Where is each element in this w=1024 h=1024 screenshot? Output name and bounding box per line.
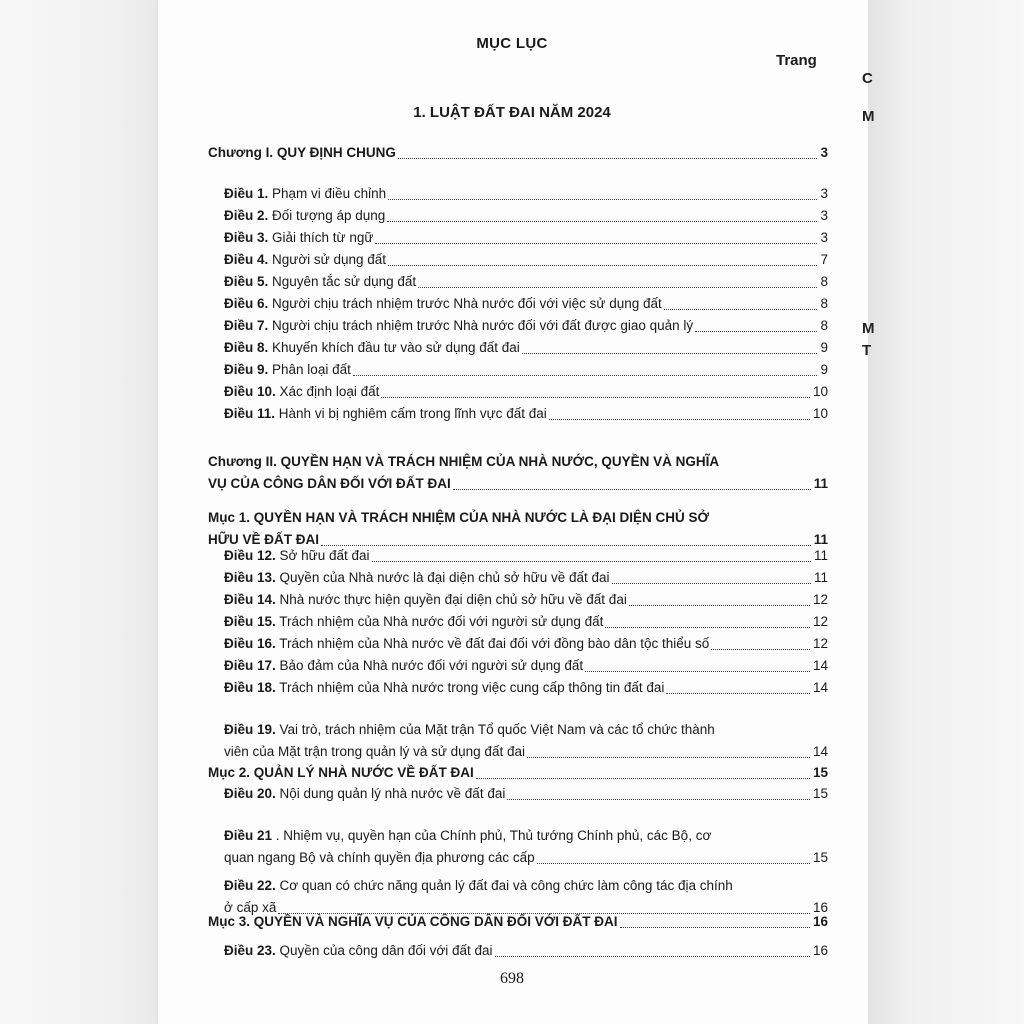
toc-entry-text (224, 742, 525, 762)
toc-entry-text (208, 763, 474, 783)
toc-entry-text (208, 143, 396, 163)
toc-page-number: 16 (812, 914, 828, 929)
toc-entry-title: Giải thích từ ngữ (272, 230, 374, 245)
toc-title: MỤC LỤC (476, 35, 548, 52)
toc-entry-title: quan ngang Bộ và chính quyền địa phương các cấp (224, 850, 535, 865)
dot-leader (537, 863, 810, 864)
article-label: Điều 10. (224, 384, 276, 399)
dot-leader (453, 489, 811, 490)
toc-page-number: 15 (812, 765, 828, 780)
next-page-edge (862, 0, 1024, 1024)
article-label: Điều 2. (224, 208, 269, 223)
dot-leader (388, 265, 817, 266)
toc-page-number: 11 (813, 548, 828, 563)
toc-page-number: 12 (812, 636, 828, 651)
toc-entry-title: Mục 2. QUẢN LÝ NHÀ NƯỚC VỀ ĐẤT ĐAI (208, 765, 474, 780)
dot-leader (666, 693, 810, 694)
toc-entry-title: Phân loại đất (272, 362, 351, 377)
dot-leader (522, 353, 818, 354)
toc-entry-title: Chương I. QUY ĐỊNH CHUNG (208, 145, 396, 160)
toc-entry-row (224, 206, 828, 226)
toc-entry-text (224, 316, 693, 336)
dot-leader (585, 671, 810, 672)
article-label: Điều 5. (224, 274, 269, 289)
article-label: Điều 16. (224, 636, 276, 651)
toc-entry-text (224, 656, 583, 676)
toc-entry-text (224, 250, 386, 270)
toc-page-number: 16 (812, 900, 828, 915)
toc-page-number: 9 (820, 362, 828, 377)
toc-entry-line1-text: Vai trò, trách nhiệm của Mặt trận Tổ quốc Việt Nam và các tổ chức thành (279, 722, 715, 737)
toc-page-number: 11 (813, 570, 828, 585)
article-label: Điều 4. (224, 252, 269, 267)
dot-leader (388, 199, 817, 200)
page-column-header: Trang (776, 52, 817, 69)
toc-entry-title: Đối tượng áp dụng (272, 208, 386, 223)
dot-leader (398, 158, 818, 159)
edge-letter: M (862, 108, 875, 125)
section-heading: 1. LUẬT ĐẤT ĐAI NĂM 2024 (413, 104, 611, 121)
toc-page-number: 8 (820, 274, 828, 289)
toc-entry-row (224, 612, 828, 632)
toc-entry-text (224, 294, 662, 314)
toc-page-number: 3 (820, 230, 828, 245)
toc-entry-first-line (224, 826, 711, 846)
toc-page-number: 3 (820, 145, 828, 160)
toc-page-number: 15 (812, 850, 828, 865)
toc-entry-row (224, 272, 828, 292)
edge-letter: M (862, 320, 875, 337)
toc-entry-title: Nội dung quản lý nhà nước về đất đai (279, 786, 506, 801)
toc-entry-first-line (224, 876, 733, 896)
toc-entry-row (224, 742, 828, 762)
toc-entry-title: Người sử dụng đất (272, 252, 387, 267)
toc-entry-text (224, 206, 385, 226)
article-label: Điều 21 (224, 828, 273, 843)
toc-entry-title: Quyền của Nhà nước là đại diện chủ sở hữu về đất đai (279, 570, 610, 585)
toc-entry-title: Người chịu trách nhiệm trước Nhà nước đối với việc sử dụng đất (272, 296, 662, 311)
toc-entry-row (224, 546, 828, 566)
toc-entry-first-line (208, 508, 709, 528)
toc-entry-text (208, 474, 451, 494)
article-label: Điều 13. (224, 570, 276, 585)
article-label: Điều 8. (224, 340, 269, 355)
dot-leader (507, 799, 810, 800)
toc-entry-title: Quyền của công dân đối với đất đai (279, 943, 493, 958)
toc-entry-first-line (224, 720, 715, 740)
toc-entry-text (224, 404, 547, 424)
toc-entry-line1-text: Mục 1. QUYỀN HẠN VÀ TRÁCH NHIỆM CỦA NHÀ NƯỚC LÀ ĐẠI DIỆN CHỦ SỞ (208, 510, 709, 525)
toc-entry-text (224, 382, 379, 402)
toc-page-number: 7 (820, 252, 828, 267)
toc-entry-title: HỮU VỀ ĐẤT ĐAI (208, 532, 319, 547)
toc-page-number: 11 (813, 476, 828, 491)
toc-entry-title: Hành vi bị nghiêm cấm trong lĩnh vực đất đai (278, 406, 547, 421)
toc-entry-row (224, 228, 828, 248)
article-label: Điều 1. (224, 186, 269, 201)
toc-entry-title: Khuyến khích đầu tư vào sử dụng đất đai (272, 340, 520, 355)
dot-leader (695, 331, 817, 332)
toc-entry-row (208, 143, 828, 163)
toc-entry-title: viên của Mặt trận trong quản lý và sử dụng đất đai (224, 744, 525, 759)
article-label: Điều 7. (224, 318, 269, 333)
toc-entry-row (224, 634, 828, 654)
toc-entry-text (224, 546, 370, 566)
toc-entry-row (224, 941, 828, 961)
article-label: Điều 12. (224, 548, 276, 563)
toc-entry-row (224, 678, 828, 698)
toc-page-number: 12 (812, 614, 828, 629)
dot-leader (353, 375, 818, 376)
toc-entry-text (224, 272, 416, 292)
toc-entry-title: Phạm vi điều chỉnh (272, 186, 387, 201)
toc-entry-title: Nguyên tắc sử dụng đất (272, 274, 417, 289)
dot-leader (495, 956, 810, 957)
toc-page-number: 9 (820, 340, 828, 355)
article-label: Điều 14. (224, 592, 276, 607)
toc-entry-text (224, 848, 535, 868)
toc-entry-text (224, 228, 373, 248)
toc-entry-title: Trách nhiệm của Nhà nước đối với người sử dụng đất (279, 614, 604, 629)
toc-entry-text (224, 184, 386, 204)
toc-entry-row (224, 382, 828, 402)
article-label: Điều 20. (224, 786, 276, 801)
toc-page-number: 14 (812, 744, 828, 759)
toc-entry-row (224, 360, 828, 380)
dot-leader (375, 243, 817, 244)
toc-entry-line1-text: Cơ quan có chức năng quản lý đất đai và công chức làm công tác địa chính (279, 878, 733, 893)
dot-leader (527, 757, 810, 758)
toc-entry-row (224, 250, 828, 270)
toc-entry-text (224, 568, 610, 588)
toc-entry-row (224, 338, 828, 358)
toc-entry-row (208, 763, 828, 783)
toc-entry-text (224, 678, 664, 698)
dot-leader (605, 627, 810, 628)
article-label: Điều 11. (224, 406, 276, 421)
toc-entry-text (208, 912, 618, 932)
toc-entry-title: Mục 3. QUYỀN VÀ NGHĨA VỤ CỦA CÔNG DÂN ĐỐI VỚI ĐẤT ĐAI (208, 914, 618, 929)
article-label: Điều 15. (224, 614, 276, 629)
edge-letter: C (862, 70, 873, 87)
toc-entry-text (224, 784, 505, 804)
toc-entry-title: Người chịu trách nhiệm trước Nhà nước đối với đất được giao quản lý (272, 318, 694, 333)
toc-entry-title: Xác định loại đất (279, 384, 380, 399)
toc-entry-row (224, 404, 828, 424)
toc-entry-text (224, 338, 520, 358)
dot-leader (612, 583, 811, 584)
toc-entry-text (224, 634, 709, 654)
article-label: Điều 23. (224, 943, 276, 958)
toc-page-number: 11 (813, 532, 828, 547)
toc-entry-row (224, 568, 828, 588)
toc-entry-title: ở cấp xã (224, 900, 277, 915)
article-label: Điều 17. (224, 658, 276, 673)
toc-entry-first-line (208, 452, 719, 472)
toc-entry-title: Bảo đảm của Nhà nước đối với người sử dụng đất (279, 658, 584, 673)
toc-page-number: 8 (820, 296, 828, 311)
page-number: 698 (500, 970, 524, 987)
toc-entry-row (224, 848, 828, 868)
toc-page-number: 10 (812, 384, 828, 399)
dot-leader (418, 287, 817, 288)
dot-leader (549, 419, 810, 420)
edge-letter: T (862, 342, 872, 359)
toc-entry-line1-text: Chương II. QUYỀN HẠN VÀ TRÁCH NHIỆM CỦA NHÀ NƯỚC, QUYỀN VÀ NGHĨA (208, 454, 720, 469)
toc-entry-row (224, 316, 828, 336)
toc-entry-title: Nhà nước thực hiện quyền đại diện chủ sở hữu về đất đai (279, 592, 627, 607)
article-label: Điều 3. (224, 230, 269, 245)
dot-leader (711, 649, 810, 650)
article-label: Điều 19. (224, 722, 276, 737)
toc-entry-title: Trách nhiệm của Nhà nước về đất đai đối với đồng bào dân tộc thiểu số (279, 636, 710, 651)
toc-entry-row (224, 184, 828, 204)
toc-page-number: 10 (812, 406, 828, 421)
toc-page-number: 16 (812, 943, 828, 958)
toc-entry-row (208, 912, 828, 932)
toc-page-number: 8 (820, 318, 828, 333)
toc-entry-row (224, 294, 828, 314)
toc-entry-text (224, 612, 603, 632)
toc-page-number: 14 (812, 680, 828, 695)
toc-page-number: 3 (820, 186, 828, 201)
dot-leader (620, 927, 810, 928)
toc-entry-row (224, 590, 828, 610)
article-label: Điều 9. (224, 362, 269, 377)
dot-leader (372, 561, 811, 562)
toc-entry-title: Trách nhiệm của Nhà nước trong việc cung cấp thông tin đất đai (279, 680, 665, 695)
toc-entry-title: Sở hữu đất đai (279, 548, 370, 563)
toc-entry-title: VỤ CỦA CÔNG DÂN ĐỐI VỚI ĐẤT ĐAI (208, 476, 451, 491)
toc-entry-text (224, 941, 493, 961)
article-label: Điều 18. (224, 680, 276, 695)
dot-leader (664, 309, 818, 310)
article-label: Điều 6. (224, 296, 269, 311)
toc-entry-row (208, 474, 828, 494)
toc-entry-text (224, 360, 351, 380)
toc-entry-text (224, 590, 627, 610)
toc-page-number: 14 (812, 658, 828, 673)
dot-leader (387, 221, 817, 222)
toc-entry-row (224, 784, 828, 804)
dot-leader (381, 397, 810, 398)
dot-leader (629, 605, 810, 606)
dot-leader (476, 778, 810, 779)
left-page-gutter (0, 0, 158, 1024)
toc-page-number: 12 (812, 592, 828, 607)
toc-page-number: 3 (820, 208, 828, 223)
article-label: Điều 22. (224, 878, 276, 893)
toc-entry-line1-text: . Nhiệm vụ, quyền hạn của Chính phủ, Thủ tướng Chính phủ, các Bộ, cơ (275, 828, 712, 843)
toc-page-number: 15 (812, 786, 828, 801)
toc-entry-row (224, 656, 828, 676)
